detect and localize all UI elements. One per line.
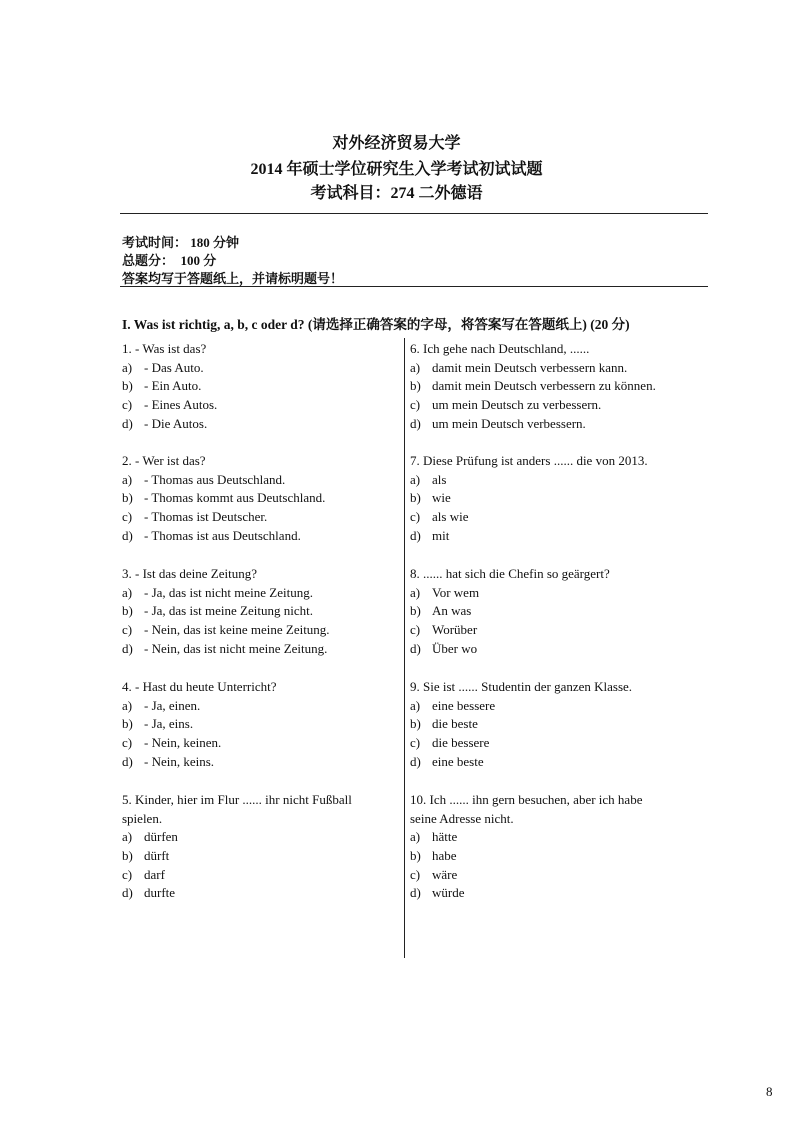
option: c) um mein Deutsch zu verbessern.: [410, 397, 602, 413]
question-10: [410, 791, 642, 903]
option: b) die beste: [410, 716, 478, 732]
exam-title: 2014 年硕士学位研究生入学考试初试试题: [250, 161, 543, 178]
question-8: [410, 565, 610, 658]
option: b) dürft: [122, 848, 170, 864]
question-stem-cont: spielen.: [122, 810, 163, 826]
option: d) würde: [410, 885, 465, 901]
header-divider: [120, 213, 708, 214]
column-divider: [404, 338, 405, 958]
question-6: [410, 340, 656, 433]
option: d) um mein Deutsch verbessern.: [410, 415, 586, 431]
option: d) - Thomas ist aus Deutschland.: [122, 527, 301, 543]
exam-total-score: 总题分： 100 分: [122, 253, 217, 268]
exam-time: 考试时间： 180 分钟: [122, 235, 240, 250]
option: b) - Ja, eins.: [122, 716, 194, 732]
section-heading: I. Was ist richtig, a, b, c oder d? (请选择正确答案的字母，将答案写在答题纸上) (20 分): [122, 317, 630, 332]
option: c) - Thomas ist Deutscher.: [122, 509, 268, 525]
question-4: [122, 678, 277, 771]
question-stem: 3. - Ist das deine Zeitung?: [122, 566, 258, 581]
option: b) wie: [410, 490, 451, 506]
option: a) hätte: [410, 829, 458, 845]
option: c) darf: [122, 866, 165, 882]
option: a) - Ja, das ist nicht meine Zeitung.: [122, 584, 313, 600]
option: b) - Ein Auto.: [122, 378, 202, 394]
question-stem: 6. Ich gehe nach Deutschland, ......: [410, 341, 590, 356]
question-stem: 9. Sie ist ...... Studentin der ganzen Klasse.: [410, 679, 633, 694]
university-name: 对外经济贸易大学: [332, 135, 461, 152]
option: c) die bessere: [410, 735, 490, 751]
exam-subject: 考试科目：274 二外德语: [310, 185, 483, 202]
option: b) An was: [410, 603, 472, 619]
option: c) als wie: [410, 509, 469, 525]
option: a) als: [410, 471, 447, 487]
question-stem: 8. ...... hat sich die Chefin so geärgert?: [410, 566, 610, 581]
exam-instructions: 答案均写于答题纸上，并请标明题号！: [122, 271, 344, 286]
info-divider: [120, 286, 708, 287]
option: b) - Ja, das ist meine Zeitung nicht.: [122, 603, 313, 619]
option: b) habe: [410, 848, 457, 864]
question-7: [410, 452, 648, 545]
option: d) durfte: [122, 885, 176, 901]
option: c) wäre: [410, 866, 458, 882]
page-number: 8: [766, 1084, 773, 1099]
option: d) - Nein, keins.: [122, 753, 215, 769]
option: b) damit mein Deutsch verbessern zu können.: [410, 378, 656, 394]
option: a) Vor wem: [410, 584, 480, 600]
option: c) - Nein, keinen.: [122, 735, 222, 751]
question-9: [410, 678, 632, 771]
question-stem: 5. Kinder, hier im Flur ...... ihr nicht Fußball: [122, 792, 352, 807]
option: c) - Nein, das ist keine meine Zeitung.: [122, 622, 330, 638]
question-stem: 1. - Was ist das?: [122, 341, 207, 356]
option: a) - Das Auto.: [122, 359, 204, 375]
option: b) - Thomas kommt aus Deutschland.: [122, 490, 326, 506]
question-stem: 7. Diese Prüfung ist anders ...... die von 2013.: [410, 453, 648, 468]
question-1: [122, 340, 217, 433]
option: c) - Eines Autos.: [122, 397, 218, 413]
option: a) - Ja, einen.: [122, 697, 201, 713]
option: a) damit mein Deutsch verbessern kann.: [410, 359, 628, 375]
question-3: [122, 565, 330, 658]
option: d) - Nein, das ist nicht meine Zeitung.: [122, 640, 328, 656]
option: d) Über wo: [410, 640, 478, 656]
option: d) eine beste: [410, 753, 484, 769]
question-2: [122, 452, 325, 545]
option: a) - Thomas aus Deutschland.: [122, 471, 286, 487]
option: a) dürfen: [122, 829, 178, 845]
question-stem: 4. - Hast du heute Unterricht?: [122, 679, 277, 694]
option: d) mit: [410, 527, 450, 543]
option: d) - Die Autos.: [122, 415, 208, 431]
option: a) eine bessere: [410, 697, 496, 713]
question-5: [122, 791, 352, 903]
option: c) Worüber: [410, 622, 478, 638]
question-stem: 2. - Wer ist das?: [122, 453, 206, 468]
question-stem-cont: seine Adresse nicht.: [410, 810, 514, 826]
question-stem: 10. Ich ...... ihn gern besuchen, aber ich habe: [410, 792, 643, 807]
